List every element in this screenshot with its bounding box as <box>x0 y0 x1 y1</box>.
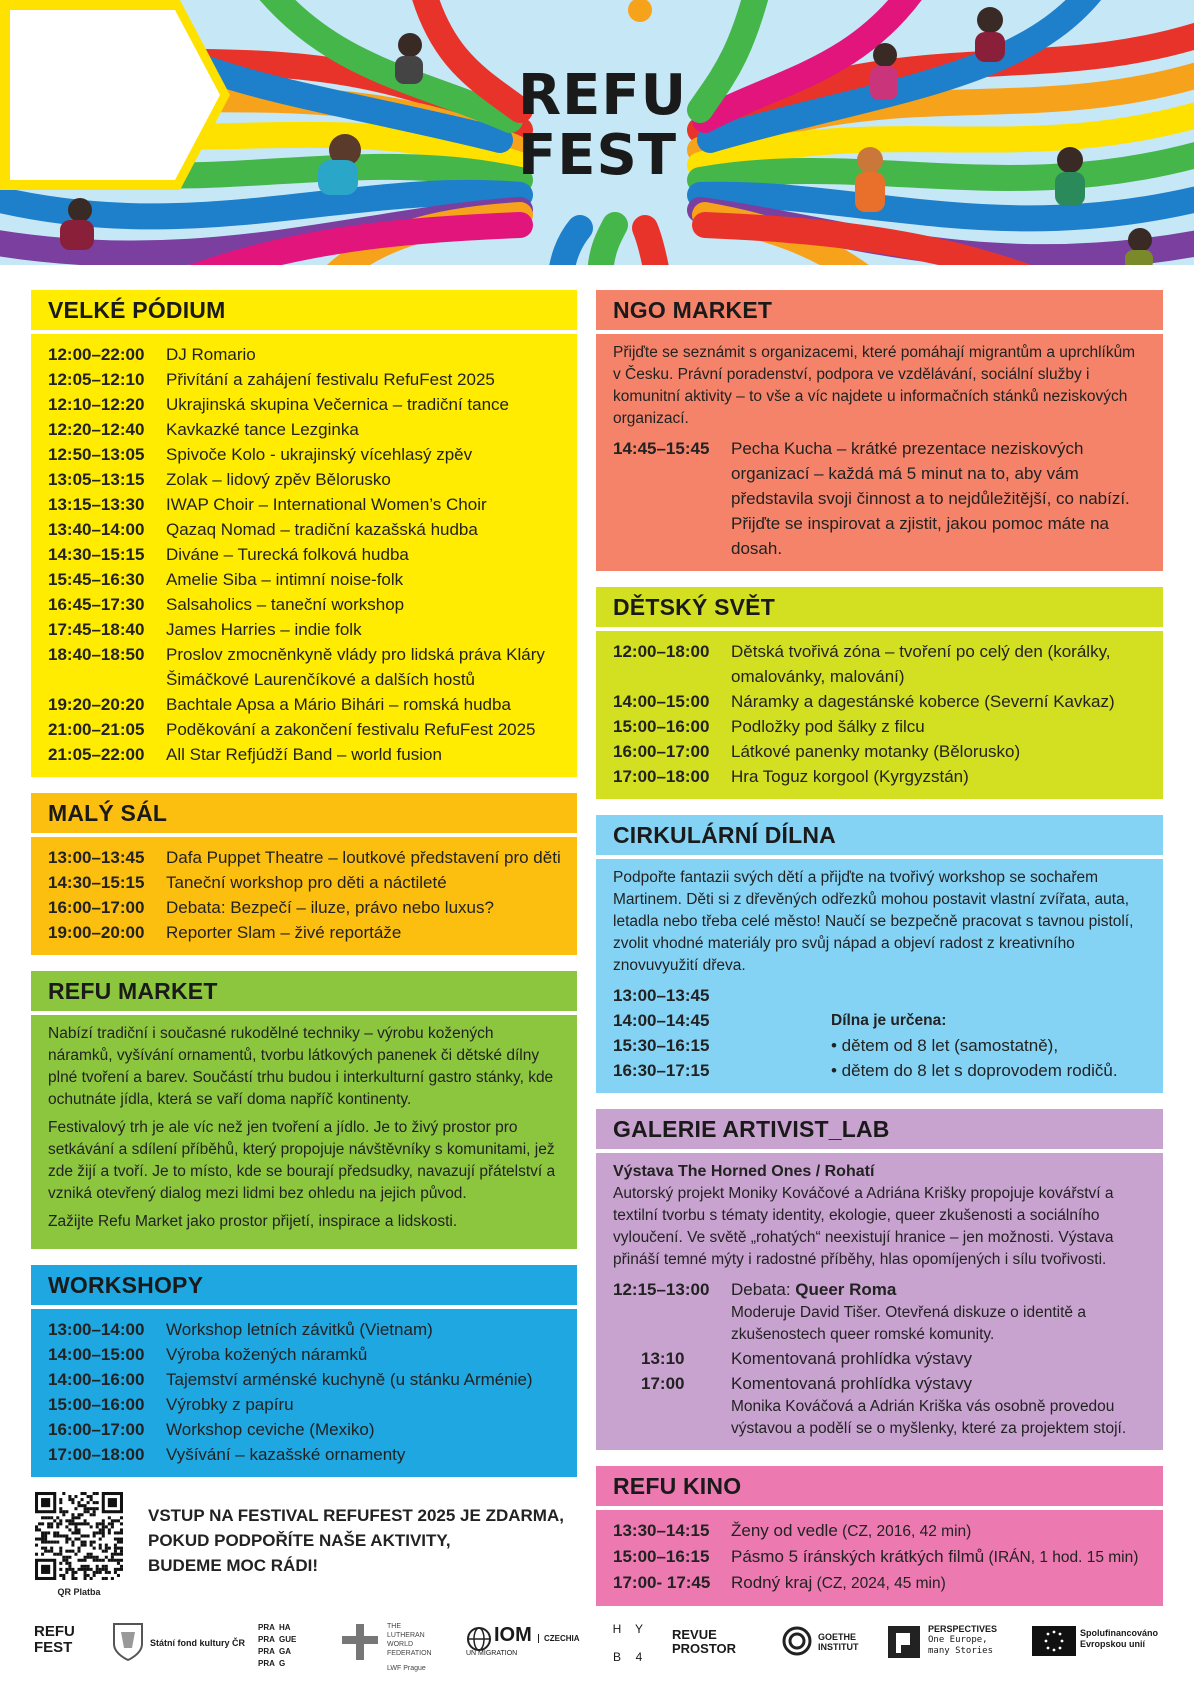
film-row <box>613 1544 1147 1570</box>
entry-line: BUDEME MOC RÁDI! <box>148 1556 318 1575</box>
event: Dafa Puppet Theatre – loutkové představení pro děti <box>166 848 561 867</box>
sfk-text: Státní fond kultury ČR <box>150 1638 245 1648</box>
time: 16:30–17:15 <box>613 1061 710 1080</box>
right-column <box>596 290 1163 1622</box>
schedule-row <box>48 895 561 920</box>
schedule-row <box>613 1371 1147 1440</box>
event: Poděkování a zakončení festivalu RefuFest 2025 <box>166 720 536 739</box>
schedule-row <box>48 392 561 417</box>
time: 17:00- 17:45 <box>613 1573 711 1592</box>
paragraph: Autorský projekt Moniky Kováčové a Adriána Krišky propojuje kovářství a textilní tvorbu s tématy identity, ekologie, queer zkušenosti a sociálního vyloučení. Ve světě „rohatých“ neexistují hranice – jen možnosti. Výstava přináší temné mýty i radostné příběhy, hlas opomíjených i sílu tvořivosti. <box>613 1185 1114 1268</box>
section-workshopy <box>31 1265 577 1477</box>
schedule-row <box>48 592 561 617</box>
left-column <box>31 290 577 1493</box>
event: Komentovaná prohlídka výstavy <box>731 1374 972 1393</box>
sfk-logo <box>112 1620 144 1665</box>
film-list <box>596 1510 1163 1606</box>
section-refu-kino <box>596 1466 1163 1606</box>
schedule-row <box>613 764 1147 789</box>
schedule-row <box>48 870 561 895</box>
section-refu-market <box>31 971 577 1249</box>
header-banner <box>0 0 1194 265</box>
schedule-row <box>48 442 561 467</box>
paragraph: Přijďte se seznámit s organizacemi, které pomáhají migrantům a uprchlíkům v Česku. Právní poradenství, podpora ve vzdělávání, sociální služby i komunitní aktivity – to vše a víc najdete u informačních stánků neziskových organizací. <box>613 344 1136 427</box>
schedule-list <box>31 837 577 955</box>
event-label: Debata: <box>731 1280 796 1299</box>
lwf-text: THE LUTHERAN WORLD FEDERATION LWF Prague <box>387 1623 432 1672</box>
time: 13:00–14:00 <box>48 1320 145 1339</box>
hyb4-logo: H Y B 4 <box>612 1622 643 1664</box>
event: Náramky a dagestánské koberce (Severní Kavkaz) <box>731 692 1115 711</box>
perspectives-text: PERSPECTIVES One Europe, many Stories <box>928 1624 998 1656</box>
time: 17:45–18:40 <box>48 620 145 639</box>
time: 18:40–18:50 <box>48 645 145 664</box>
time: 12:00–18:00 <box>613 642 710 661</box>
goethe-logo <box>782 1626 812 1659</box>
iom-text: IOM <box>494 1624 532 1646</box>
time: 12:15–13:00 <box>613 1280 710 1299</box>
time: 16:00–17:00 <box>48 1420 145 1439</box>
event: Zolak – lidový zpěv Bělorusko <box>166 470 391 489</box>
event-title: Queer Roma <box>795 1280 897 1299</box>
schedule-row <box>48 542 561 567</box>
time: 13:05–13:15 <box>48 470 145 489</box>
iom-czechia: CZECHIA <box>538 1634 580 1643</box>
schedule-row <box>48 742 561 767</box>
section-title: NGO MARKET <box>596 290 1163 330</box>
schedule-row <box>48 1317 561 1342</box>
qr-code-icon <box>33 1492 125 1580</box>
globe-icon <box>466 1626 492 1652</box>
refufest-logo <box>518 63 698 188</box>
schedule-row <box>48 342 561 367</box>
section-detsky-svet <box>596 587 1163 799</box>
event: Výroba kožených náramků <box>166 1345 368 1364</box>
time: 13:30–14:15 <box>613 1521 710 1540</box>
event: Komentovaná prohlídka výstavy <box>731 1349 972 1368</box>
event: Pecha Kucha – krátké prezentace neziskových organizací – každá má 5 minut na to, aby vám představila svoji činnost a to nejdůležitější, co nabízí. Přijďte se inspirovat a zjistit, jakou pomoc máte na dosah. <box>731 439 1130 558</box>
event: Dětská tvořivá zóna – tvoření po celý den (korálky, omalovánky, malování) <box>731 642 1111 686</box>
schedule-row <box>613 436 1147 561</box>
eu-flag-logo <box>1032 1626 1076 1659</box>
time: 15:30–16:15 <box>613 1036 710 1055</box>
schedule-row <box>613 1277 1147 1346</box>
schedule-row <box>48 367 561 392</box>
goethe-spiral-icon <box>782 1626 812 1656</box>
time: 14:00–16:00 <box>48 1370 145 1389</box>
schedule-row <box>48 845 561 870</box>
logo-line-1: REFU <box>518 63 688 128</box>
goethe-text: GOETHE INSTITUT <box>818 1632 859 1652</box>
time: 14:30–15:15 <box>48 873 145 892</box>
event: Reporter Slam – živé reportáže <box>166 923 402 942</box>
coat-of-arms-icon <box>112 1620 144 1662</box>
perspectives-logo <box>886 1624 922 1663</box>
paragraph: Festivalový trh je ale víc než jen tvoření a jídlo. Je to živý prostor pro setkávání a sdílení příběhů, který propojuje návštěvníky s komunitami, jež zde žijí a tvoří. Je to místo, kde se bourají předsudky, navazují přátelství a vzniká otevřený dialog mezi lidmi bez ohledu na jejich původ. <box>48 1119 556 1202</box>
section-cirkularni-dilna <box>596 815 1163 1093</box>
time: 19:00–20:00 <box>48 923 145 942</box>
section-ngo-market <box>596 290 1163 571</box>
schedule-list <box>596 631 1163 799</box>
section-title: MALÝ SÁL <box>31 793 577 833</box>
time: 15:00–16:00 <box>48 1395 145 1414</box>
schedule-row <box>48 1392 561 1417</box>
lwf-cross-icon <box>340 1622 380 1662</box>
exhibition-title: Výstava The Horned Ones / Rohatí <box>613 1163 875 1180</box>
schedule-row <box>48 692 561 717</box>
schedule-row <box>613 639 1147 689</box>
schedule-row <box>48 567 561 592</box>
time: 16:00–17:00 <box>613 742 710 761</box>
section-maly-sal <box>31 793 577 955</box>
qr-label: QR Platba <box>57 1587 101 1597</box>
event: Výrobky z papíru <box>166 1395 294 1414</box>
event: Workshop letních závitků (Vietnam) <box>166 1320 433 1339</box>
event: Taneční workshop pro děti a náctileté <box>166 873 447 892</box>
time: 15:45–16:30 <box>48 570 145 589</box>
paragraph: Podpořte fantazii svých dětí a přijďte na tvořivý workshop se sochařem Martinem. Děti si z dřevěných odřezků mohou postavit vlastní zvířata, auta, letadla nebo třeba celé město! Naučí se bezpečně pracovat s tavnou pistolí, zvolit vhodné materiály pro svůj nápad a objeví radost z kreativního znovuvyužití dřeva. <box>613 869 1134 974</box>
logo-line-2: FEST <box>518 123 678 188</box>
time: 17:00–18:00 <box>613 767 710 786</box>
event: Diváne – Turecká folková hudba <box>166 545 409 564</box>
schedule-row <box>48 1342 561 1367</box>
section-title: WORKSHOPY <box>31 1265 577 1305</box>
time: 13:40–14:00 <box>48 520 145 539</box>
lwf-logo <box>340 1622 380 1665</box>
perspectives-p-icon <box>886 1624 922 1660</box>
schedule-row <box>613 714 1147 739</box>
paragraph: Nabízí tradiční i současné rukodělné techniky – výrobu kožených náramků, vyšívání ornamentů, tvorbu látkových panenek či dětské dílny plné tvoření a barev. Součástí trhu budou i interkulturní gastro stánky, kde ochutnáte jídla, která se vaří doma napříč kontinenty. <box>48 1025 554 1108</box>
time: 21:05–22:00 <box>48 745 145 764</box>
time: 17:00–18:00 <box>48 1445 145 1464</box>
time: 15:00–16:00 <box>613 717 710 736</box>
film-row <box>613 1518 1147 1544</box>
film-meta: (CZ, 2016, 42 min) <box>837 1523 972 1540</box>
film-meta: (CZ, 2024, 45 min) <box>812 1575 946 1592</box>
note-title: Dílna je určena: <box>831 1012 947 1029</box>
event: All Star Refjúdží Band – world fusion <box>166 745 442 764</box>
schedule-row <box>48 1417 561 1442</box>
event: Salsaholics – taneční workshop <box>166 595 405 614</box>
film-row <box>613 1570 1147 1596</box>
time: 17:00 <box>641 1374 685 1393</box>
time-list <box>613 983 831 1083</box>
partner-logos <box>0 1612 1194 1692</box>
schedule-row <box>48 517 561 542</box>
film-meta: (IRÁN, 1 hod. 15 min) <box>984 1549 1139 1566</box>
event-desc: Monika Kováčová a Adrián Kriška vás osobně provedou výstavou a podělí se o myšlenky, které za projektem stojí. <box>731 1398 1127 1437</box>
time: 12:10–12:20 <box>48 395 145 414</box>
schedule-row <box>613 739 1147 764</box>
event: Podložky pod šálky z filcu <box>731 717 925 736</box>
refufest-logo-badge <box>0 0 230 190</box>
free-entry-note <box>148 1503 568 1578</box>
event: Tajemství arménské kuchyně (u stánku Arménie) <box>166 1370 533 1389</box>
time: 15:00–16:15 <box>613 1547 710 1566</box>
event: Debata: Bezpečí – iluze, právo nebo luxus? <box>166 898 494 917</box>
time: 13:00–13:45 <box>613 986 710 1005</box>
event: Látkové panenky motanky (Bělorusko) <box>731 742 1021 761</box>
schedule-row <box>613 1346 1147 1371</box>
time: 14:00–15:00 <box>48 1345 145 1364</box>
note-line: • dětem do 8 let s doprovodem rodičů. <box>831 1061 1118 1080</box>
event: Přivítání a zahájení festivalu RefuFest 2025 <box>166 370 495 389</box>
event: Hra Toguz korgool (Kyrgyzstán) <box>731 767 969 786</box>
time: 12:50–13:05 <box>48 445 145 464</box>
note-line: • dětem od 8 let (samostatně), <box>831 1036 1059 1055</box>
section-velke-podium <box>31 290 577 777</box>
event: Vyšívání – kazašské ornamenty <box>166 1445 406 1464</box>
time: 14:00–14:45 <box>613 1011 710 1030</box>
section-galerie <box>596 1109 1163 1450</box>
time: 13:15–13:30 <box>48 495 145 514</box>
schedule-row <box>613 689 1147 714</box>
time: 12:20–12:40 <box>48 420 145 439</box>
event-desc: Moderuje David Tišer. Otevřená diskuze o identitě a zkušenostech queer romské komunity. <box>731 1304 1086 1343</box>
time: 13:00–13:45 <box>48 848 145 867</box>
entry-line: VSTUP NA FESTIVAL REFUFEST 2025 JE ZDARMA, <box>148 1506 564 1525</box>
time: 12:00–22:00 <box>48 345 145 364</box>
refufest-small-logo: REFU FEST <box>34 1623 75 1656</box>
section-title: REFU KINO <box>596 1466 1163 1506</box>
film-title: Ženy od vedle <box>731 1521 838 1540</box>
schedule-row <box>48 1442 561 1467</box>
qr-payment[interactable] <box>33 1492 125 1597</box>
film-title: Pásmo 5 íránských krátkých filmů <box>731 1547 985 1566</box>
event: Bachtale Apsa a Mário Bihári – romská hudba <box>166 695 511 714</box>
event: Kavkazké tance Lezginka <box>166 420 359 439</box>
event: Ukrajinská skupina Večernica – tradiční tance <box>166 395 510 414</box>
event: Proslov zmocněnkyně vlády pro lidská práva Kláry Šimáčkové Laurenčíkové a dalších hostů <box>166 645 545 689</box>
schedule-row <box>48 417 561 442</box>
time: 16:00–17:00 <box>48 898 145 917</box>
schedule-row <box>48 1367 561 1392</box>
time: 21:00–21:05 <box>48 720 145 739</box>
section-title: CIRKULÁRNÍ DÍLNA <box>596 815 1163 855</box>
age-note <box>831 983 1118 1083</box>
section-title: VELKÉ PÓDIUM <box>31 290 577 330</box>
schedule-list <box>31 1309 577 1477</box>
event: Amelie Siba – intimní noise-folk <box>166 570 404 589</box>
schedule-row <box>48 492 561 517</box>
time: 14:45–15:45 <box>613 439 710 458</box>
iom-sub: UN MIGRATION <box>466 1650 518 1657</box>
section-title: REFU MARKET <box>31 971 577 1011</box>
event: IWAP Choir – International Women’s Choir <box>166 495 487 514</box>
event: Qazaq Nomad – tradiční kazašská hudba <box>166 520 478 539</box>
time: 14:30–15:15 <box>48 545 145 564</box>
schedule-row <box>48 717 561 742</box>
time: 19:20–20:20 <box>48 695 145 714</box>
schedule-row <box>48 467 561 492</box>
time: 13:10 <box>641 1349 685 1368</box>
time: 16:45–17:30 <box>48 595 145 614</box>
revue-prostor-logo: REVUE PROSTOR <box>672 1627 737 1656</box>
section-title: DĚTSKÝ SVĚT <box>596 587 1163 627</box>
time: 14:00–15:00 <box>613 692 710 711</box>
event: Workshop ceviche (Mexiko) <box>166 1420 375 1439</box>
praha-logo: PRA HA PRA GUE PRA GA PRA G <box>258 1623 297 1668</box>
eu-text: Spolufinancováno Evropskou unií <box>1080 1628 1159 1649</box>
event: James Harries – indie folk <box>166 620 362 639</box>
section-title: GALERIE ARTIVIST_LAB <box>596 1109 1163 1149</box>
eu-flag-icon <box>1032 1626 1076 1656</box>
time: 12:05–12:10 <box>48 370 145 389</box>
event: Spivoče Kolo - ukrajinský vícehlasý zpěv <box>166 445 473 464</box>
schedule-row <box>48 642 561 692</box>
schedule-row <box>48 617 561 642</box>
entry-line: POKUD PODPOŘÍTE NAŠE AKTIVITY, <box>148 1531 451 1550</box>
film-title: Rodný kraj <box>731 1573 813 1592</box>
schedule-list <box>31 334 577 777</box>
paragraph: Zažijte Refu Market jako prostor přijetí, inspirace a lidskosti. <box>48 1213 458 1230</box>
event: DJ Romario <box>166 345 256 364</box>
schedule-row <box>48 920 561 945</box>
